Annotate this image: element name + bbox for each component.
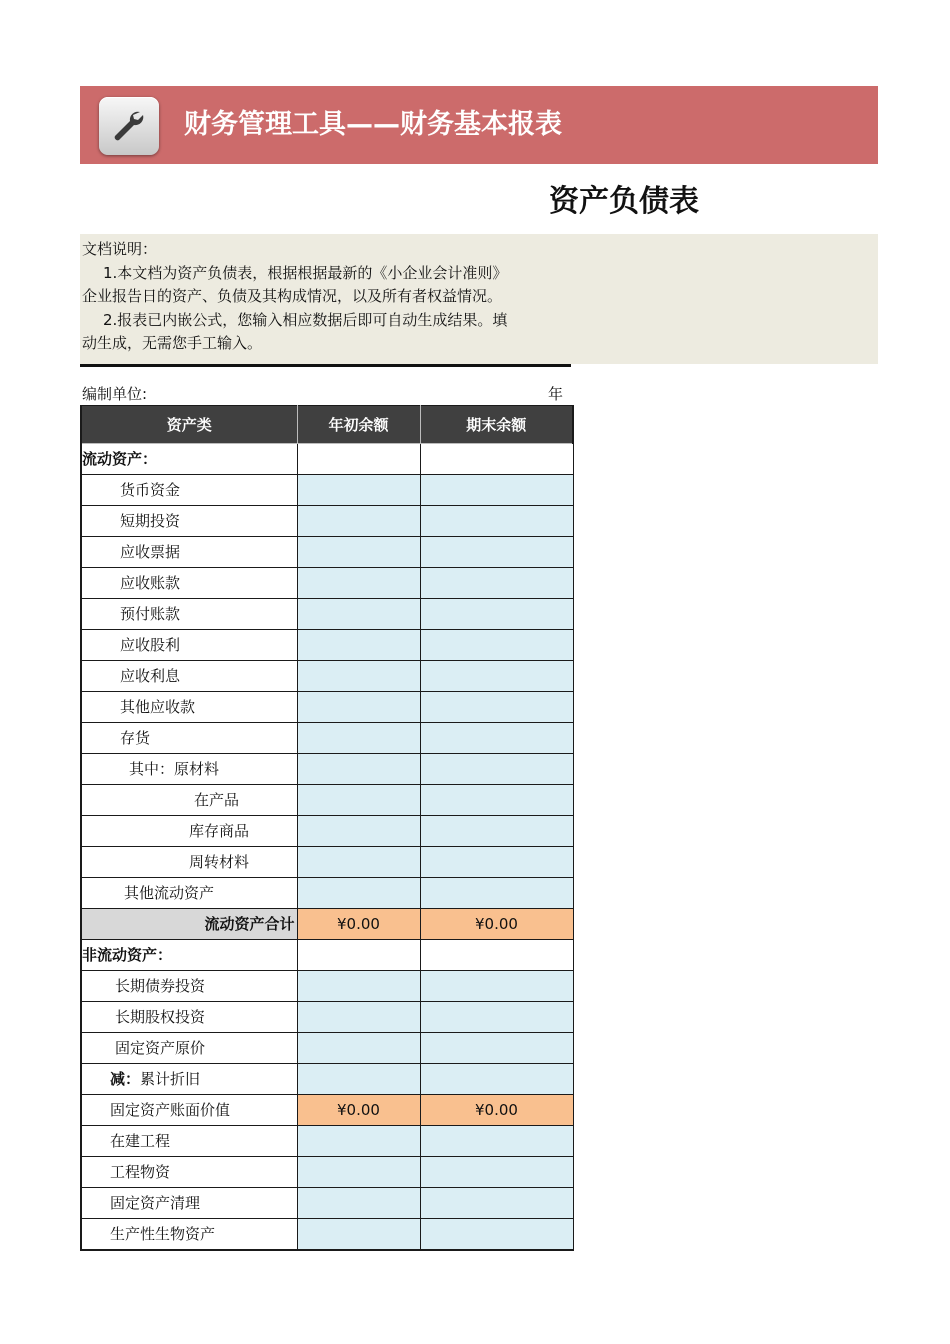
- row-label-text: 其他应收款: [120, 698, 196, 716]
- row-label-text: 短期投资: [120, 512, 181, 530]
- row-label-text: 货币资金: [120, 481, 181, 499]
- row-label: [81, 816, 297, 847]
- table-row: [81, 1064, 573, 1095]
- row-label: [81, 506, 297, 537]
- row-label: [81, 1064, 297, 1095]
- begin-balance-cell[interactable]: [297, 785, 420, 816]
- end-balance-cell: [420, 444, 573, 475]
- notes-line-1: 1.本文档为资产负债表，根据根据最新的《小企业会计准则》: [103, 263, 508, 282]
- row-label-text: 固定资产清理: [110, 1194, 201, 1212]
- year-label: 年: [548, 385, 564, 403]
- table-row: [81, 971, 573, 1002]
- table-row: [81, 909, 573, 940]
- table-row: [81, 847, 573, 878]
- end-balance-cell[interactable]: [420, 723, 573, 754]
- begin-balance-cell[interactable]: [297, 1064, 420, 1095]
- row-label-text: 周转材料: [189, 853, 250, 871]
- end-balance-cell[interactable]: [420, 599, 573, 630]
- row-label: [81, 754, 297, 785]
- row-label-text: 流动资产合计: [204, 915, 295, 933]
- row-label-text: 长期债券投资: [115, 977, 206, 995]
- row-label-text: 预付账款: [120, 605, 181, 623]
- notes-line-4: 动生成，无需您手工输入。: [82, 334, 263, 352]
- row-label: [81, 971, 297, 1002]
- table-row: [81, 692, 573, 723]
- begin-balance-cell[interactable]: [297, 568, 420, 599]
- end-balance-cell[interactable]: [420, 785, 573, 816]
- row-label-text: 流动资产：: [82, 450, 158, 468]
- row-label: [81, 444, 297, 475]
- table-row: [81, 785, 573, 816]
- begin-balance-cell[interactable]: [297, 1002, 420, 1033]
- begin-balance-cell: ¥0.00: [297, 1095, 420, 1126]
- table-row: [81, 599, 573, 630]
- begin-balance-cell[interactable]: [297, 754, 420, 785]
- row-label-text: 非流动资产：: [82, 946, 173, 964]
- column-header-asset: 资产类: [81, 406, 297, 444]
- row-label-text: 库存商品: [189, 822, 250, 840]
- table-row: [81, 1219, 573, 1251]
- begin-balance-cell[interactable]: [297, 692, 420, 723]
- row-label: [81, 1157, 297, 1188]
- end-balance-cell[interactable]: [420, 1188, 573, 1219]
- section-divider: [80, 364, 571, 367]
- begin-balance-cell[interactable]: [297, 878, 420, 909]
- table-header-row: [81, 406, 573, 444]
- end-balance-cell[interactable]: [420, 630, 573, 661]
- column-header-end-balance: 期末余额: [420, 406, 573, 444]
- end-balance-cell[interactable]: [420, 475, 573, 506]
- row-label: [81, 940, 297, 971]
- table-row: [81, 630, 573, 661]
- begin-balance-cell[interactable]: [297, 1157, 420, 1188]
- row-label: [81, 1126, 297, 1157]
- row-label-text: 生产性生物资产: [110, 1225, 216, 1243]
- table-row: [81, 1188, 573, 1219]
- table-row: [81, 444, 573, 475]
- row-label: [81, 723, 297, 754]
- row-label-text: 应收票据: [120, 543, 181, 561]
- begin-balance-cell[interactable]: [297, 1188, 420, 1219]
- row-label-text: 存货: [120, 729, 151, 747]
- table-row: [81, 723, 573, 754]
- row-label-text: 应收利息: [120, 667, 181, 685]
- row-label-text: 固定资产原价: [115, 1039, 206, 1057]
- begin-balance-cell[interactable]: [297, 723, 420, 754]
- notes-line-2: 企业报告日的资产、负债及其构成情况，以及所有者权益情况。: [82, 287, 503, 305]
- notes-heading: 文档说明：: [82, 240, 158, 258]
- begin-balance-cell[interactable]: [297, 971, 420, 1002]
- end-balance-cell[interactable]: [420, 1157, 573, 1188]
- end-balance-cell[interactable]: [420, 971, 573, 1002]
- begin-balance-cell[interactable]: [297, 1033, 420, 1064]
- table-row: [81, 940, 573, 971]
- end-balance-cell: ¥0.00: [420, 909, 573, 940]
- row-label-text: 其中：原材料: [129, 760, 220, 778]
- row-label: [81, 661, 297, 692]
- table-row: [81, 537, 573, 568]
- row-label: [81, 599, 297, 630]
- title-banner: [80, 86, 878, 164]
- begin-balance-cell[interactable]: [297, 475, 420, 506]
- table-row: [81, 1033, 573, 1064]
- table-row: [81, 506, 573, 537]
- row-label: [81, 785, 297, 816]
- begin-balance-cell[interactable]: [297, 630, 420, 661]
- end-balance-cell[interactable]: [420, 692, 573, 723]
- document-notes: [80, 234, 878, 364]
- end-balance-cell[interactable]: [420, 1126, 573, 1157]
- begin-balance-cell[interactable]: [297, 537, 420, 568]
- notes-line-3: 2.报表已内嵌公式，您输入相应数据后即可自动生成结果。填: [103, 310, 508, 329]
- begin-balance-cell: [297, 444, 420, 475]
- end-balance-cell[interactable]: [420, 1219, 573, 1251]
- end-balance-cell: [420, 940, 573, 971]
- end-balance-cell[interactable]: [420, 1033, 573, 1064]
- row-label: [81, 1188, 297, 1219]
- unit-label: 编制单位:: [82, 385, 148, 403]
- row-label: [81, 475, 297, 506]
- row-label: [81, 1002, 297, 1033]
- end-balance-cell[interactable]: [420, 816, 573, 847]
- table-row: [81, 1002, 573, 1033]
- end-balance-cell: ¥0.00: [420, 1095, 573, 1126]
- row-label: [81, 568, 297, 599]
- table-row: [81, 754, 573, 785]
- end-balance-cell[interactable]: [420, 1002, 573, 1033]
- table-row: [81, 475, 573, 506]
- end-balance-cell[interactable]: [420, 537, 573, 568]
- begin-balance-cell[interactable]: [297, 847, 420, 878]
- row-label: [81, 909, 297, 940]
- table-row: [81, 1126, 573, 1157]
- row-label: [81, 630, 297, 661]
- row-label: [81, 1219, 297, 1251]
- end-balance-cell[interactable]: [420, 661, 573, 692]
- row-label-text: 固定资产账面价值: [110, 1101, 231, 1119]
- row-label: [81, 847, 297, 878]
- row-label: [81, 1095, 297, 1126]
- row-label-text: 其他流动资产: [124, 884, 215, 902]
- table-row: [81, 816, 573, 847]
- end-balance-cell[interactable]: [420, 847, 573, 878]
- end-balance-cell[interactable]: [420, 878, 573, 909]
- begin-balance-cell[interactable]: [297, 1219, 420, 1251]
- balance-sheet-table: [80, 405, 574, 1251]
- end-balance-cell[interactable]: [420, 506, 573, 537]
- table-body: [81, 444, 573, 1251]
- row-label-text: 应收股利: [120, 636, 181, 654]
- end-balance-cell[interactable]: [420, 568, 573, 599]
- row-label: [81, 1033, 297, 1064]
- begin-balance-cell: [297, 940, 420, 971]
- row-label-text: 在产品: [194, 791, 240, 809]
- begin-balance-cell[interactable]: [297, 506, 420, 537]
- wrench-icon: [99, 97, 159, 155]
- begin-balance-cell[interactable]: [297, 661, 420, 692]
- begin-balance-cell[interactable]: [297, 816, 420, 847]
- row-label: [81, 878, 297, 909]
- row-label-text: 在建工程: [110, 1132, 171, 1150]
- table-row: [81, 878, 573, 909]
- row-label-text: 累计折旧: [140, 1070, 201, 1088]
- row-label-text: 工程物资: [110, 1163, 171, 1181]
- row-label-text: 长期股权投资: [115, 1008, 206, 1026]
- row-label: [81, 692, 297, 723]
- end-balance-cell[interactable]: [420, 1064, 573, 1095]
- table-row: [81, 1095, 573, 1126]
- begin-balance-cell[interactable]: [297, 599, 420, 630]
- end-balance-cell[interactable]: [420, 754, 573, 785]
- table-row: [81, 1157, 573, 1188]
- begin-balance-cell[interactable]: [297, 1126, 420, 1157]
- table-row: [81, 568, 573, 599]
- document-title: 资产负债表: [549, 184, 699, 219]
- begin-balance-cell: ¥0.00: [297, 909, 420, 940]
- row-label: [81, 537, 297, 568]
- row-label-text: 应收账款: [120, 574, 181, 592]
- column-header-begin-balance: 年初余额: [297, 406, 420, 444]
- table-row: [81, 661, 573, 692]
- row-label-prefix: 减：: [110, 1070, 141, 1088]
- banner-title: 财务管理工具——财务基本报表: [184, 109, 562, 140]
